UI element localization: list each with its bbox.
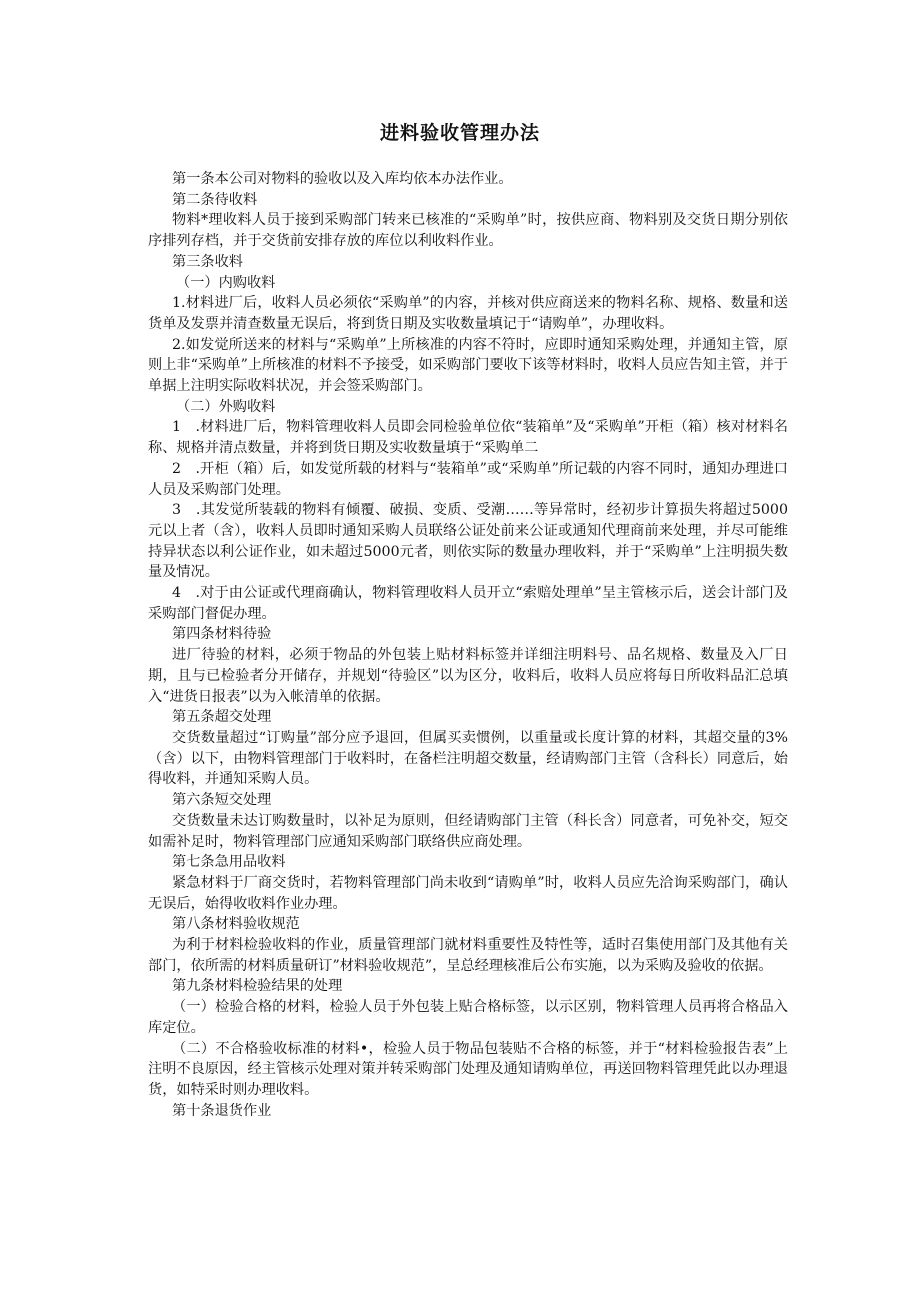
document-title: 进料验收管理办法 — [379, 122, 540, 144]
article-paragraph: 物料*理收料人员于接到采购部门转来已核准的“采购单”时，按供应商、物料别及交货日期分别依序排列存档，并于交货前安排存放的库位以利收料作业。 — [148, 212, 788, 250]
article-heading: 第七条急用品收料 — [172, 854, 286, 871]
article-heading: 第三条收料 — [172, 253, 243, 270]
article-paragraph: 4 .对于由公证或代理商确认，物料管理收料人员开立“索赔处理单”呈主管核示后，送会计部门及采购部门督促办理。 — [148, 585, 788, 622]
article-paragraph: 紧急材料于厂商交货时，若物料管理部门尚未收到“请购单”时，收料人员应先洽询采购部门，确认无误后，始得收收料作业办理。 — [148, 874, 788, 912]
document-body — [148, 169, 788, 1121]
section-subheading: （一）内购收料 — [176, 274, 276, 291]
article-paragraph: 进厂待验的材料，必须于物品的外包装上贴材料标签并详细注明料号、品名规格、数量及入厂日期，且与已检验者分开储存，并规划“待验区”以为区分，收料后，收料人员应将每日所收料品汇总填入“进货日报表”以为入帐清单的依据。 — [148, 647, 788, 705]
article-paragraph: 1 .材料进厂后，物料管理收料人员即会同检验单位依“装箱单”及“采购单”开柜（箱）核对材料名称、规格并清点数量，并将到货日期及实收数量填于“采购单二 — [148, 419, 788, 457]
article-paragraph: 1.材料进厂后，收料人员必须依“采购单”的内容，并核对供应商送来的物料名称、规格、数量和送货单及发票并清查数量无误后，将到货日期及实收数量填记于“请购单”，办理收料。 — [148, 295, 788, 332]
article-heading: 第六条短交处理 — [172, 792, 272, 809]
article-paragraph: 交货数量未达订购数量时，以补足为原则，但经请购部门主管（科长含）同意者，可免补交，短交如需补足时，物料管理部门应通知采购部门联络供应商处理。 — [148, 812, 788, 850]
article-paragraph: 交货数量超过“订购量”部分应予退回，但属买卖惯例，以重量或长度计算的材料，其超交量的3%（含）以下，由物料管理部门于收料时，在备栏注明超交数量，经请购部门主管（含科长）同意后，始得收料，并通知采购人员。 — [148, 729, 788, 788]
article-heading: 第四条材料待验 — [172, 626, 272, 643]
article-heading: 第九条材料检验结果的处理 — [172, 978, 343, 995]
article-heading: 第八条材料验收规范 — [172, 916, 300, 933]
article-paragraph: （二）不合格验收标准的材料•，检验人员于物品包装贴不合格的标签，并于“材料检验报告表”上注明不良原因，经主管核示处理对策并转采购部门处理及通知请购单位，再送回物料管理凭此以办理退货，如特采时则办理收料。 — [148, 1040, 788, 1098]
article-heading: 第五条超交处理 — [172, 709, 272, 726]
article-heading: 第十条退货作业 — [172, 1102, 272, 1119]
article-paragraph: 2.如发觉所送来的材料与“采购单”上所核准的内容不符时，应即时通知采购处理，并通知主管，原则上非“采购单”上所核准的材料不予接受，如采购部门要收下该等材料时，收料人员应告知主管，并于单据上注明实际收料状况，并会签采购部门。 — [148, 336, 788, 395]
article-paragraph: 为利于材料检验收料的作业，质量管理部门就材料重要性及特性等，适时召集使用部门及其他有关部门，依所需的材料质量研订”材料验收规范”，呈总经理核准后公布实施，以为采购及验收的依据。 — [148, 937, 788, 974]
article-heading: 第二条待收料 — [172, 191, 258, 208]
article-paragraph: （一）检验合格的材料，检验人员于外包装上贴合格标签，以示区别，物料管理人员再将合格品入库定位。 — [148, 999, 788, 1036]
section-subheading: （二）外购收料 — [176, 398, 276, 415]
article-paragraph: 3 .其发觉所装载的物料有倾覆、破损、变质、受潮……等异常时，经初步计算损失将超过5000元以上者（含），收料人员即时通知采购人员联络公证处前来公证或通知代理商前来处理，并尽可能维持异状态以利公证作业，如未超过5000元者，则依实际的数量办理收料，并于“采购单”上注明损失数量及情况。 — [148, 502, 788, 581]
article-paragraph: 2 .开柜（箱）后，如发觉所载的材料与“装箱单”或“采购单”所记载的内容不同时，通知办理进口人员及采购部门处理。 — [148, 460, 788, 498]
article-heading: 第一条本公司对物料的验收以及入库均依本办法作业。 — [172, 171, 513, 187]
